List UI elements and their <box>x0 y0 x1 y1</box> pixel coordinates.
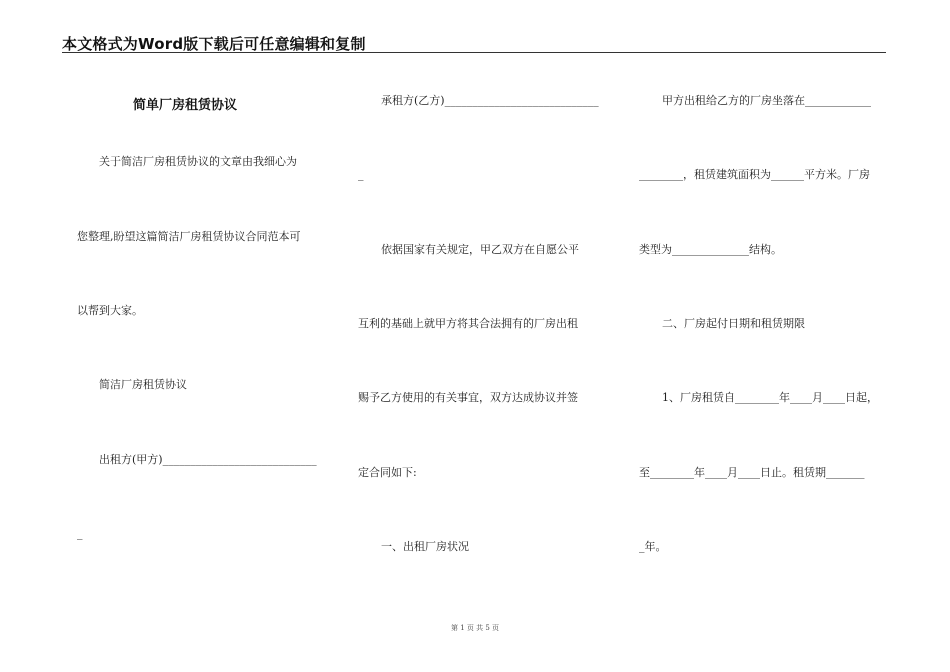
col3-line: 类型为______________结构。 <box>639 243 782 256</box>
col2-line: 定合同如下: <box>358 466 417 479</box>
col2-line: 互利的基础上就甲方将其合法拥有的厂房出租 <box>358 317 578 330</box>
document-title: 简单厂房租赁协议 <box>133 98 238 113</box>
page-number: 第 1 页 共 5 页 <box>450 624 500 632</box>
col1-line: 简洁厂房租赁协议 <box>99 378 187 391</box>
col1-line: 出租方(甲方)____________________________ <box>99 453 317 466</box>
col2-line: 赐予乙方使用的有关事宜，双方达成协议并签 <box>358 391 578 404</box>
col1-line: _ <box>77 527 83 540</box>
header-divider <box>62 52 886 53</box>
col3-line: 二、厂房起付日期和租赁期限 <box>662 317 805 330</box>
col3-line: _年。 <box>639 540 667 553</box>
header-title: 本文格式为Word版下载后可任意编辑和复制 <box>62 35 366 53</box>
col2-line: 一、出租厂房状况 <box>381 540 469 553</box>
col2-line: 依据国家有关规定，甲乙双方在自愿公平 <box>381 243 579 256</box>
col1-line: 以帮到大家。 <box>77 304 143 317</box>
col1-line: 关于简洁厂房租赁协议的文章由我细心为 <box>99 155 297 168</box>
col2-line: 承租方(乙方)____________________________ <box>381 94 599 107</box>
col3-line: ________，租赁建筑面积为______平方米。厂房 <box>639 168 870 181</box>
col2-line: _ <box>358 168 364 181</box>
col3-line: 至________年____月____日止。租赁期_______ <box>639 466 865 479</box>
col3-line: 1、厂房租赁自________年____月____日起， <box>662 391 878 404</box>
col1-line: 您整理,盼望这篇简洁厂房租赁协议合同范本可 <box>77 230 301 243</box>
col3-line: 甲方出租给乙方的厂房坐落在____________ <box>662 94 871 107</box>
